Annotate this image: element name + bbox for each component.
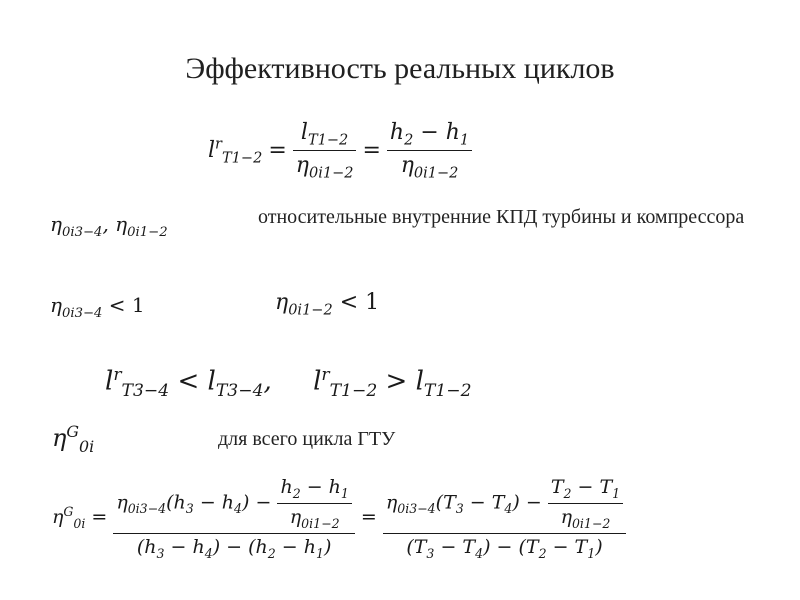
formula-turbine-efficiency-less-one: $\eta_{0i3-4} < 1$ xyxy=(50,293,145,321)
formula-efficiency-symbols: $\eta_{0i3-4}$, $\eta_{0i1-2}$ xyxy=(50,212,168,240)
formula-cycle-efficiency-symbol: $\eta^G_{0i}$ xyxy=(52,422,95,456)
slide-title: Эффективность реальных циклов xyxy=(185,52,615,85)
formula-work-comparison: $l^r_{T3-4} < l_{T3-4}$, $l^r_{T1-2} > l_{T1-2}$ xyxy=(105,365,472,401)
efficiency-description: относительные внутренние КПД турбины и компрессора xyxy=(258,206,745,228)
cycle-description: для всего цикла ГТУ xyxy=(218,428,396,450)
formula-compressor-efficiency-less-one: $\eta_{0i1-2} < 1$ xyxy=(275,290,380,319)
formula-work-ratio: $l^r_{T1-2}$ = $\frac{l_{T1-2}}{\eta_{0i1-2}}$ = $\frac{h_2 - h_1}{\eta_{0i1-2}}$ xyxy=(208,120,472,182)
formula-cycle-efficiency: $\eta^G_{0i}$ = $\eta_{0i3-4}(h_3 - h_4)$ − $\frac{h_2 - h_1}{\eta_{0i1-2}}$ $(h_3 - h_4) - (h_2 - h_1)$ = $\eta_{0i3-4}(T_3 - T_4)$ − $\frac{T_2 - T_1}{\eta_{0i1-2}}$ $(T_3 - T_4) - (T_2 - T_1)$ xyxy=(52,476,626,560)
